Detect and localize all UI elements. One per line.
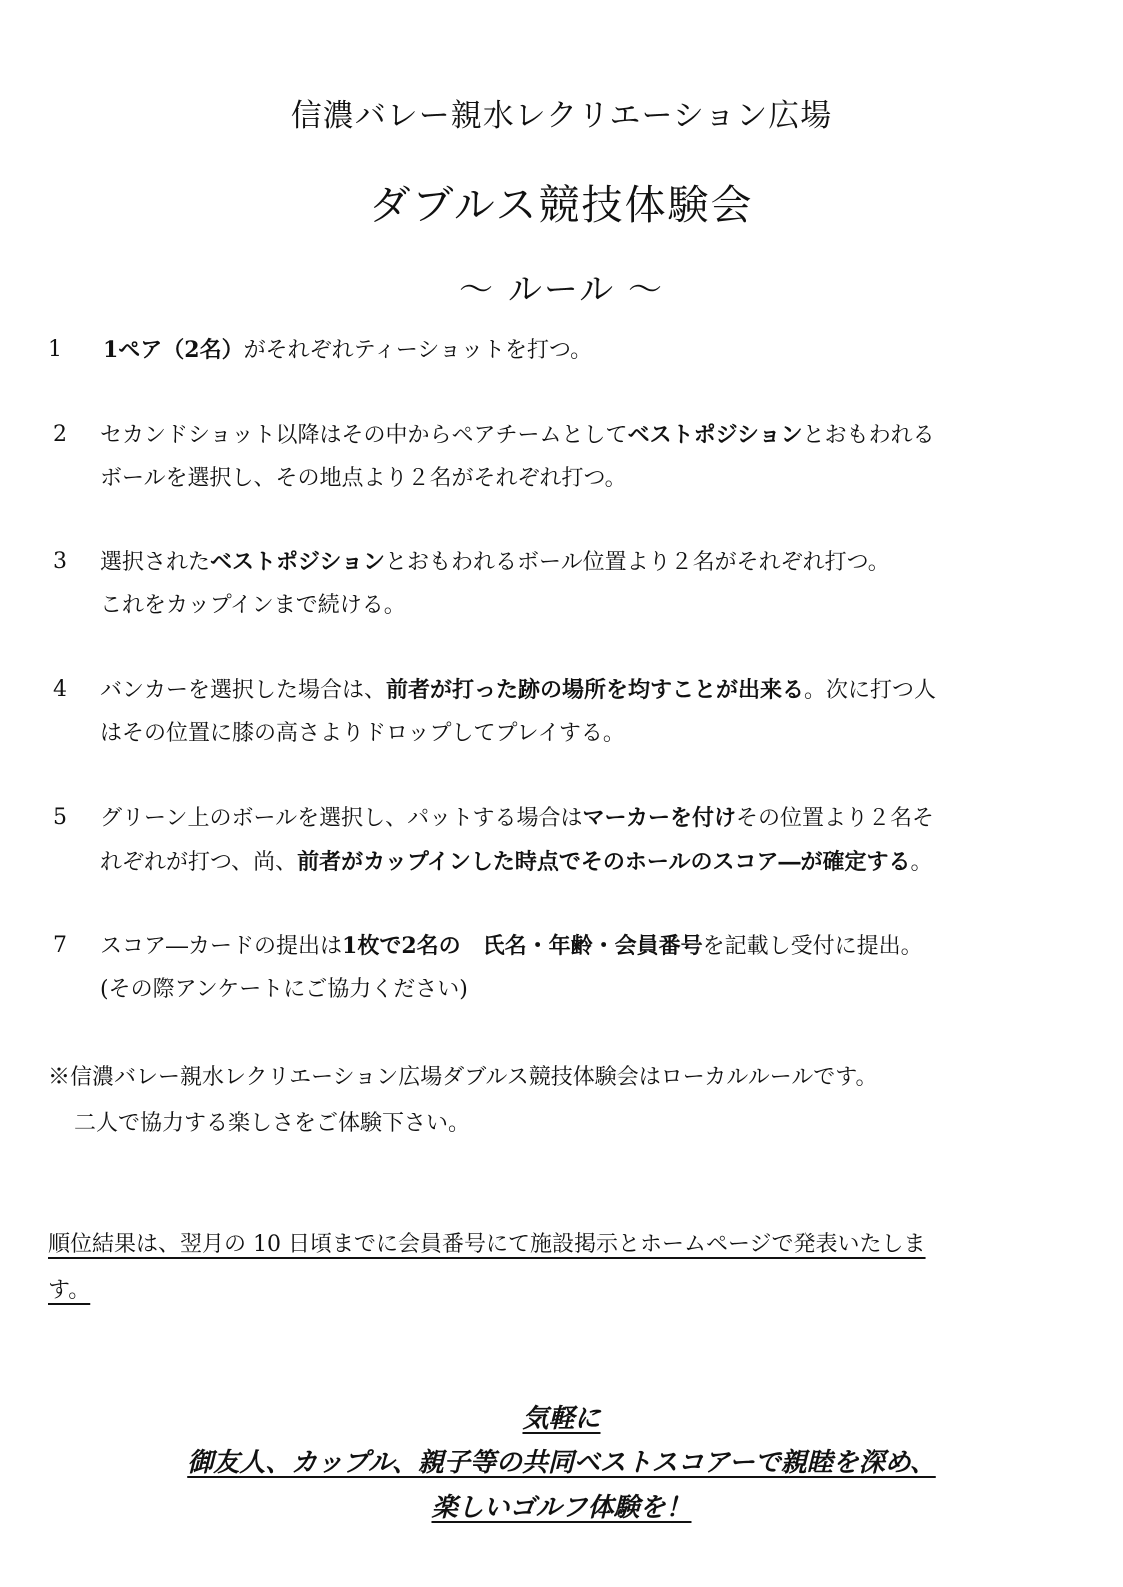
facility-title: 信濃バレー親水レクリエーション広場 [290,98,833,134]
rule-text: これをカップインまで続ける。 [100,593,406,618]
rule-number: 7 [53,933,67,958]
rule-text: がそれぞれティーショットを打つ。 [243,338,593,363]
rule-emphasis-text: 前者がカップインした時点でそのホールのスコア―が確定する [297,849,911,875]
rules-heading: ～ ルール ～ [459,270,664,310]
rule-text-line [100,668,936,713]
rule-text: セカンドショット以降はその中からペアチームとして [100,423,628,448]
note-line: ※信濃バレー親水レクリエーション広場ダブルス競技体験会はローカルルールです。 [48,1065,878,1090]
rule-text-line [100,413,935,458]
rule-text-line [103,328,592,373]
rule-text-line [100,584,406,628]
rule-number: 2 [53,422,67,447]
rule-emphasis-text: マーカーを付け [582,805,737,831]
rule-number: 4 [53,677,67,702]
rule-text: その位置より２名そ [736,806,935,831]
rule-text: スコア―カードの提出は [100,934,343,959]
rule-text: グリーン上のボールを選択し、パットする場合は [100,806,583,831]
rule-emphasis-text: 1ペア（2名） [103,337,244,363]
rule-text: ボールを選択し、その地点より２名がそれぞれ打つ。 [100,466,627,491]
event-title: ダブルス競技体験会 [369,181,754,229]
results-line: 順位結果は、翌月の 10 日頃までに会員番号にて施設掲示とホームページで発表いたしま [48,1232,926,1257]
local-rule-note [48,1055,878,1147]
rule-text: を記載し受付に提出。 [702,934,923,959]
rule-text: (その際アンケートにご協力ください) [100,977,468,1002]
rule-text: れぞれが打つ、尚、 [100,850,298,875]
rule-text: はその位置に膝の高さよりドロップしてプレイする。 [100,721,625,746]
rule-number: 5 [53,805,67,830]
rule-text-line [100,924,923,969]
rule-text-line [100,968,468,1012]
rule-text: 。次に打つ人 [804,678,937,703]
results-announcement [48,1222,926,1314]
slogan-line: 気軽に [522,1404,601,1434]
rule-number: 3 [53,549,67,574]
rule-text: 。 [910,850,933,875]
rule-number: 1 [48,337,62,362]
rule-text-line [100,540,890,585]
rule-emphasis-text: 前者が打った跡の場所を均すことが出来る [386,677,805,703]
rule-text: とおもわれるボール位置より２名がそれぞれ打つ。 [385,550,890,575]
rule-text: バンカーを選択した場合は、 [100,678,387,703]
slogan-line: 楽しいゴルフ体験を！ [431,1493,692,1523]
slogan-line: 御友人、カップル、親子等の共同ベストスコアーで親睦を深め、 [187,1448,936,1478]
rule-emphasis-text: ベストポジション [627,422,803,448]
rule-emphasis-text: 1枚で2名の 氏名・年齢・会員番号 [342,933,703,959]
rule-text-line [100,840,933,885]
rule-text-line [100,457,627,501]
results-line: す。 [48,1278,91,1303]
rule-text: 選択された [100,550,211,575]
rule-text-line [100,712,625,756]
rule-text: とおもわれる [802,423,935,448]
note-line: 二人で協力する楽しさをご体験下さい。 [74,1111,471,1136]
rule-emphasis-text: ベストポジション [210,549,386,575]
rule-text-line [100,796,934,841]
